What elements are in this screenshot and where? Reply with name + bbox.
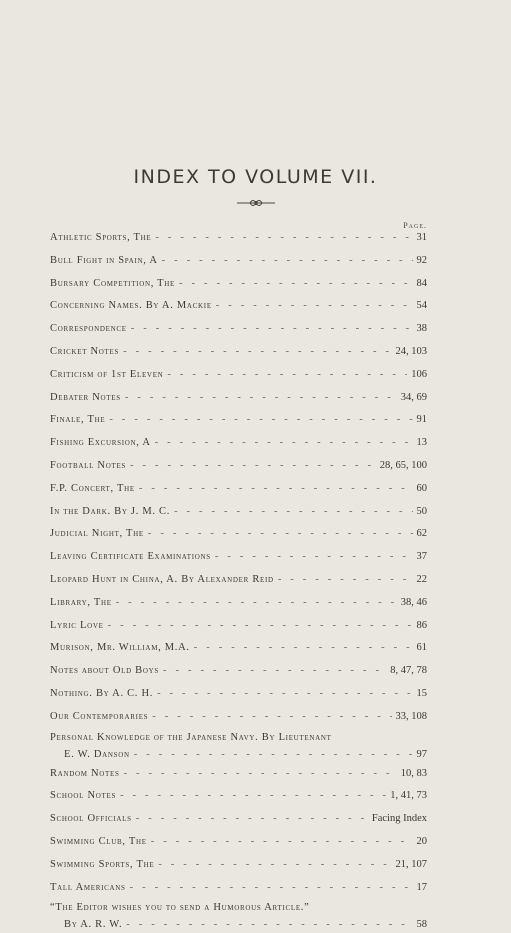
leader-dots [130,455,376,478]
leader-dots [157,683,412,706]
entry-title: Swimming Club, The [50,835,147,847]
entry-title: F.P. Concert, The [50,482,135,494]
index-entry [50,546,427,569]
leader-dots [134,746,413,763]
leader-dots [139,478,413,501]
entry-page-number: 60 [416,482,427,494]
leader-dots [124,763,397,786]
leader-dots [108,615,413,638]
entry-title: School Notes [50,790,117,802]
leader-dots [116,592,397,615]
entry-page-number: 61 [416,642,427,654]
entry-page-number: 54 [416,300,427,312]
leader-dots [151,831,413,854]
index-entry [50,227,427,250]
leader-dots [179,273,412,296]
index-entry [50,785,427,808]
index-entry [50,808,427,831]
index-entry [50,478,427,501]
index-entry [50,295,427,318]
entry-page-number: 38, 46 [400,596,427,608]
entry-title: Our Contemporaries [50,710,149,722]
entry-page-number: 84 [416,277,427,289]
index-entry [50,409,427,432]
entry-title: Swimming Sports, The [50,858,155,870]
entry-page-number: 15 [416,687,427,699]
leader-dots [148,523,413,546]
entry-page-number: 20 [416,835,427,847]
entry-title: Tall Americans [50,881,126,893]
entry-page-number: 1, 41, 73 [390,790,427,802]
index-entry [50,706,427,729]
entry-continuation [50,746,427,763]
index-entry [50,364,427,387]
entry-page-number: 10, 83 [400,767,427,779]
entry-title: In the Dark. By J. M. C. [50,505,171,517]
entry-page-number: 24, 103 [395,345,427,357]
leader-dots [131,318,413,341]
entry-title: Athletic Sports, The [50,232,152,243]
entry-title: Library, The [50,596,112,608]
leader-dots [215,546,413,569]
index-entry [50,273,427,296]
page-column-heading: Page. [403,221,427,230]
entry-page-number: 33, 108 [395,710,427,722]
entry-title: Personal Knowledge of the Japanese Navy. By Lieutenant [50,731,332,743]
entry-title: Finale, The [50,414,106,426]
entry-title: Leopard Hunt in China, A. By Alexander Reid [50,573,274,585]
leader-dots [216,295,413,318]
index-entry [50,523,427,546]
index-entry [50,592,427,615]
entry-page-number: 31 [416,232,427,243]
leader-dots [136,808,368,831]
index-entry [50,660,427,683]
entry-title: Judicial Night, The [50,528,144,540]
entry-title: Lyric Love [50,619,104,631]
leader-dots [155,227,412,250]
entry-page-number: 28, 65, 100 [379,459,427,471]
entry-title-continued: E. W. Danson [64,748,130,760]
entry-title: Criticism of 1st Eleven [50,368,164,380]
index-entry [50,250,427,273]
leader-dots [123,341,391,364]
entry-title: Bursary Competition, The [50,277,176,289]
entry-title: Fishing Excursion, A [50,437,151,449]
index-entry [50,569,427,592]
leader-dots [163,660,386,683]
leader-dots [109,409,412,432]
index-list [50,227,427,933]
index-entry [50,729,427,763]
entry-page-number: 38 [416,323,427,335]
leader-dots [125,387,397,410]
leader-dots [278,569,413,592]
index-entry [50,432,427,455]
entry-page-number: 86 [416,619,427,631]
entry-title: Bull Fight in Spain, A [50,254,158,266]
entry-page-number: 22 [416,573,427,585]
entry-title-continued: By A. R. W. [64,919,123,931]
ornament-divider [236,197,276,209]
entry-page-number: 58 [416,919,427,931]
entry-page-number: 17 [416,881,427,893]
entry-page-number: 8, 47, 78 [390,665,427,677]
page-title: INDEX TO VOLUME VII. [133,166,378,188]
index-entry [50,683,427,706]
entry-page-number: 106 [411,368,427,380]
leader-dots [152,706,391,729]
entry-title: Leaving Certificate Examinations [50,551,211,563]
entry-page-number: 37 [416,551,427,563]
entry-page-number: 21, 107 [395,858,427,870]
leader-dots [194,637,413,660]
index-entry [50,615,427,638]
leader-dots [126,916,412,933]
index-entry [50,501,427,524]
entry-title: Notes about Old Boys [50,665,159,677]
index-entry [50,877,427,900]
entry-title: Cricket Notes [50,345,120,357]
entry-title: “The Editor wishes you to send a Humorous Article.” [50,902,310,914]
entry-page-number: 62 [416,528,427,540]
entry-title: Nothing. By A. C. H. [50,687,154,699]
leader-dots [155,432,413,455]
index-entry [50,455,427,478]
entry-title: Football Notes [50,459,127,471]
leader-dots [120,785,386,808]
index-entry [50,341,427,364]
index-entry [50,854,427,877]
leader-dots [162,250,413,273]
entry-page-number: 50 [416,505,427,517]
index-entry [50,763,427,786]
entry-page-number: 97 [416,748,427,760]
leader-dots [174,501,412,524]
entry-title: Murison, Mr. William, M.A. [50,642,190,654]
entry-continuation [50,916,427,933]
leader-dots [130,877,413,900]
entry-title: Debater Notes [50,391,121,403]
entry-title: Random Notes [50,767,120,779]
index-entry [50,899,427,933]
entry-title: Concerning Names. By A. Mackie [50,300,212,312]
entry-page-number: 91 [416,414,427,426]
index-entry [50,831,427,854]
index-entry [50,318,427,341]
entry-title: School Officials [50,813,132,825]
leader-dots [158,854,391,877]
leader-dots [167,364,407,387]
index-entry [50,387,427,410]
entry-page-number: Facing Index [371,813,427,825]
entry-page-number: 92 [416,254,427,266]
entry-title: Correspondence [50,323,127,335]
index-entry [50,637,427,660]
entry-page-number: 34, 69 [400,391,427,403]
entry-page-number: 13 [416,437,427,449]
